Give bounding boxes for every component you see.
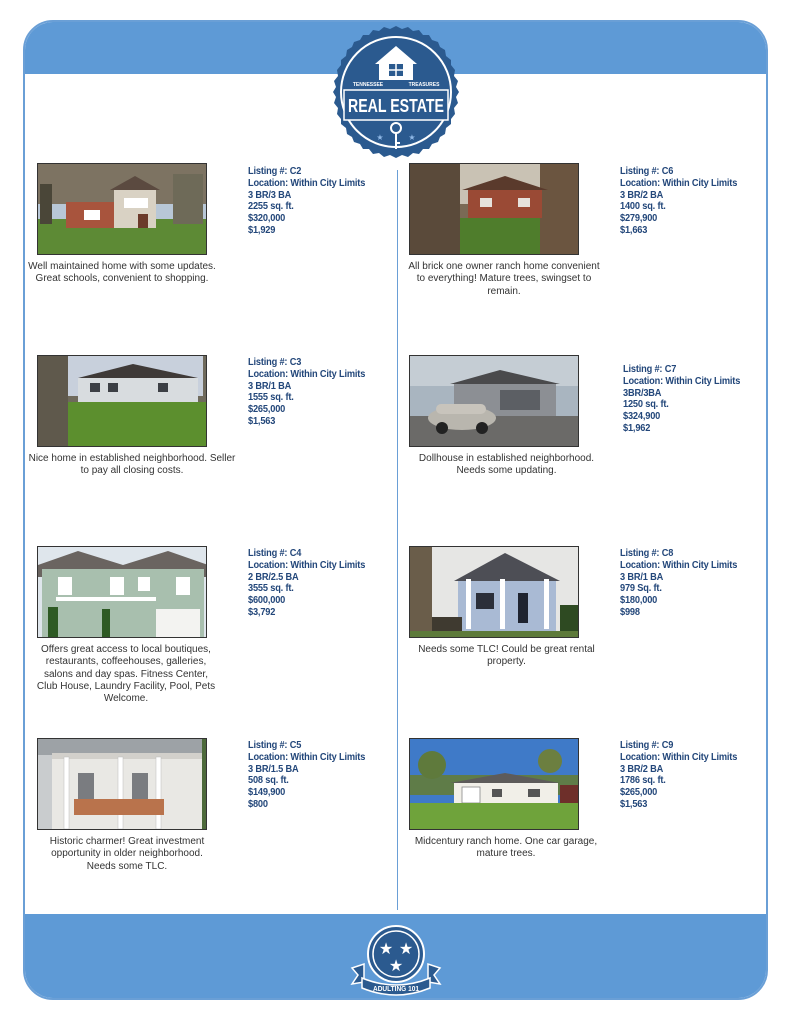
listing-price: $320,000 — [248, 212, 286, 225]
listing-number: Listing #: C4 — [248, 547, 302, 559]
star-icon: ★ — [398, 941, 414, 958]
listing-price: $180,000 — [620, 594, 658, 607]
listing-size: 1250 sq. ft. — [623, 398, 669, 411]
listing-number: Listing #: C9 — [620, 739, 674, 751]
listing-payment: $1,929 — [248, 223, 276, 236]
listing-location: Location: Within City Limits — [248, 750, 366, 763]
listing-description-c7: Dollhouse in established neighborhood. Needs some updating. — [418, 453, 595, 477]
listing-photo-c8 — [409, 546, 579, 638]
listing-payment: $998 — [620, 605, 640, 618]
listing-size: 3555 sq. ft. — [248, 582, 294, 595]
listing-rooms: 3 BR/2 BA — [620, 762, 664, 775]
listing-price: $600,000 — [248, 594, 286, 607]
listing-size: 1400 sq. ft. — [620, 200, 666, 213]
star-icon: ★ — [376, 133, 384, 142]
badge-title: REAL ESTATE — [348, 96, 444, 116]
real-estate-logo — [328, 24, 464, 160]
footer-badge-text: ADULTING 101 — [373, 986, 420, 993]
listing-description-c8: Needs some TLC! Could be great rental property. — [418, 644, 595, 668]
listing-info-c5 — [248, 740, 365, 811]
listing-info-c4 — [248, 548, 365, 619]
listing-location: Location: Within City Limits — [248, 558, 366, 571]
listing-rooms: 3 BR/1 BA — [620, 570, 664, 583]
listing-payment: $1,563 — [620, 797, 648, 810]
listing-location: Location: Within City Limits — [620, 176, 738, 189]
listing-size: 1786 sq. ft. — [620, 774, 666, 787]
listing-location: Location: Within City Limits — [623, 374, 741, 387]
listing-rooms: 3 BR/3 BA — [248, 188, 292, 201]
listing-location: Location: Within City Limits — [248, 367, 366, 380]
listing-info-c3 — [248, 357, 365, 428]
listing-size: 1555 sq. ft. — [248, 391, 294, 404]
listing-rooms: 2 BR/2.5 BA — [248, 570, 299, 583]
listing-description-c9: Midcentury ranch home. One car garage, mature trees. — [414, 836, 598, 860]
listing-size: 979 Sq. ft. — [620, 582, 662, 595]
listing-description-c3: Nice home in established neighborhood. Seller to pay all closing costs. — [28, 453, 236, 477]
badge-top-right: TREASURES — [408, 82, 440, 88]
listing-rooms: 3 BR/2 BA — [620, 188, 664, 201]
listing-number: Listing #: C2 — [248, 165, 302, 177]
listing-photo-c6 — [409, 163, 579, 255]
listing-photo-c7 — [409, 355, 579, 447]
listing-payment: $1,962 — [623, 421, 651, 434]
listing-description-c5: Historic charmer! Great investment opportunity in older neighborhood. Needs some TLC. — [49, 836, 205, 872]
listing-number: Listing #: C3 — [248, 356, 302, 368]
listing-location: Location: Within City Limits — [620, 750, 738, 763]
listing-photo-c4 — [37, 546, 207, 638]
listing-price: $265,000 — [620, 786, 658, 799]
listing-description-c2: Well maintained home with some updates. Great schools, convenient to shopping. — [28, 261, 216, 285]
column-divider — [397, 170, 398, 910]
listing-rooms: 3 BR/1.5 BA — [248, 762, 299, 775]
listing-size: 2255 sq. ft. — [248, 200, 294, 213]
listing-rooms: 3 BR/1 BA — [248, 379, 292, 392]
listing-location: Location: Within City Limits — [620, 558, 738, 571]
listing-info-c8 — [620, 548, 737, 619]
listing-photo-c3 — [37, 355, 207, 447]
listing-number: Listing #: C7 — [623, 363, 677, 375]
badge-top-left: TENNESSEE — [352, 82, 384, 88]
star-icon: ★ — [378, 941, 394, 958]
listing-info-c7 — [623, 364, 740, 435]
listing-description-c6: All brick one owner ranch home convenient to everything! Mature trees, swingset to remain. — [408, 261, 600, 297]
listing-description-c4: Offers great access to local boutiques, restaurants, coffeehouses, galleries, salons and day spas. Fitness Center, Club House, Laundry Facility, Pool, Pets Welcome. — [36, 644, 216, 705]
listing-payment: $800 — [248, 797, 268, 810]
listing-photo-c2 — [37, 163, 207, 255]
listing-rooms: 3BR/3BA — [623, 386, 662, 399]
listing-info-c6 — [620, 166, 737, 237]
listing-photo-c9 — [409, 738, 579, 830]
adulting-101-logo — [350, 924, 442, 998]
listing-photo-c5 — [37, 738, 207, 830]
listing-payment: $1,563 — [248, 414, 276, 427]
listing-number: Listing #: C8 — [620, 547, 674, 559]
listing-payment: $3,792 — [248, 605, 276, 618]
star-icon: ★ — [408, 133, 416, 142]
listing-price: $149,900 — [248, 786, 286, 799]
listing-payment: $1,663 — [620, 223, 648, 236]
listing-location: Location: Within City Limits — [248, 176, 366, 189]
listing-size: 508 sq. ft. — [248, 774, 289, 787]
listing-price: $324,900 — [623, 410, 661, 423]
listing-info-c2 — [248, 166, 365, 237]
listing-price: $265,000 — [248, 403, 286, 416]
listing-info-c9 — [620, 740, 737, 811]
star-icon: ★ — [388, 958, 404, 975]
listing-price: $279,900 — [620, 212, 658, 225]
listing-number: Listing #: C6 — [620, 165, 674, 177]
listing-number: Listing #: C5 — [248, 739, 302, 751]
